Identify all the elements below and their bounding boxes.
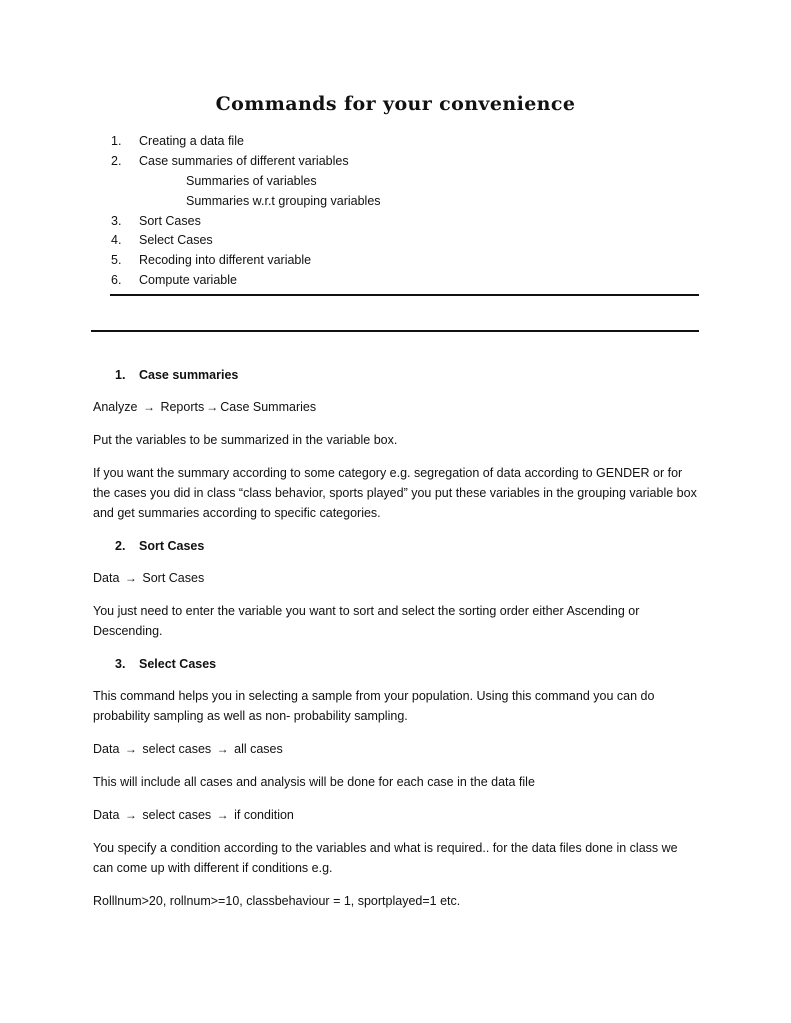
paragraph: This command helps you in selecting a sample from your population. Using this command you can do probability sampling as well as non- probability sampling. bbox=[93, 689, 655, 723]
toc-item: 5. Recoding into different variable bbox=[111, 253, 312, 268]
document-title: Commands for your convenience bbox=[215, 93, 576, 115]
section-heading: 3. Select Cases bbox=[115, 657, 217, 671]
arrow-icon: → bbox=[124, 808, 137, 822]
divider-line bbox=[91, 330, 699, 332]
section-heading: 2. Sort Cases bbox=[115, 539, 205, 553]
arrow-icon: → bbox=[124, 571, 137, 585]
document-body bbox=[93, 365, 698, 924]
arrow-icon: → bbox=[216, 808, 229, 822]
arrow-icon: → bbox=[206, 400, 219, 414]
paragraph: Rolllnum>20, rollnum>=10, classbehaviour = 1, sportplayed=1 etc. bbox=[93, 894, 461, 908]
paragraph: Put the variables to be summarized in the variable box. bbox=[93, 433, 398, 447]
arrow-icon: → bbox=[142, 400, 155, 414]
toc-item: 1. Creating a data file bbox=[111, 134, 244, 148]
toc-subitem: Summaries w.r.t grouping variables bbox=[186, 193, 381, 208]
arrow-icon: → bbox=[124, 742, 137, 756]
table-of-contents bbox=[111, 132, 381, 291]
menu-path: Analyze → Reports → Case Summaries bbox=[93, 400, 317, 414]
menu-path: Data → select cases → all cases bbox=[93, 742, 283, 756]
menu-path: Data → select cases → if condition bbox=[93, 808, 294, 822]
toc-subitem: Summaries of variables bbox=[186, 173, 317, 188]
divider-line bbox=[110, 294, 699, 296]
toc-item: 6. Compute variable bbox=[111, 273, 237, 288]
paragraph: If you want the summary according to some category e.g. segregation of data according to GENDER or for the cases you did in class “class behavior, sports played” you put these variables in the grouping variable box and get summaries according to specific categories. bbox=[93, 466, 697, 520]
toc-item: 2. Case summaries of different variables bbox=[111, 153, 349, 168]
section-heading: 1. Case summaries bbox=[115, 368, 239, 382]
paragraph: You specify a condition according to the variables and what is required.. for the data files done in class we can come up with different if conditions e.g. bbox=[93, 841, 678, 875]
toc-item: 3. Sort Cases bbox=[111, 213, 201, 228]
menu-path: Data → Sort Cases bbox=[93, 571, 205, 585]
paragraph: This will include all cases and analysis will be done for each case in the data file bbox=[93, 775, 535, 789]
toc-item: 4. Select Cases bbox=[111, 233, 213, 248]
paragraph: You just need to enter the variable you want to sort and select the sorting order either Ascending or Descending. bbox=[93, 604, 640, 638]
arrow-icon: → bbox=[216, 742, 229, 756]
